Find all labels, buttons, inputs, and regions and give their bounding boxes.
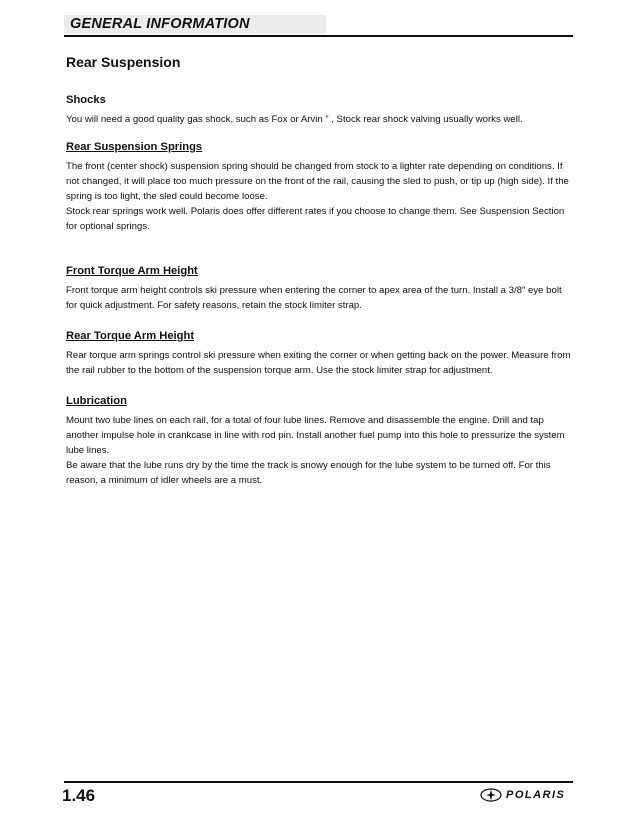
polaris-star-icon xyxy=(480,788,502,802)
paragraph: You will need a good quality gas shock, such as Fox or Arvin ” , Stock rear shock valving usually works well. xyxy=(66,114,523,125)
paragraph: Mount two lube lines on each rail, for a total of four lube lines. Remove and disassemble the engine. Drill and tap another impulse hole in crankcase in line with rod pin. Install another fuel pump into this hole to pressurize the system lube lines. xyxy=(66,415,565,456)
paragraph: The front (center shock) suspension spring should be changed from stock to a lighter rate depending on conditions. If not changed, it will place too much pressure on the front of the rail, causing the sled to push, or tip up (high side). If the spring is too light, the sled could become loose. xyxy=(66,161,569,202)
page-title: Rear Suspension xyxy=(66,54,181,70)
paragraph: Stock rear springs work well. Polaris does offer different rates if you choose to change them. See Suspension Section for optional springs. xyxy=(66,206,565,232)
section-front-torque-arm-height xyxy=(66,264,573,313)
section-heading-front-torque: Front Torque Arm Height xyxy=(66,265,198,277)
paragraph: Be aware that the lube runs dry by the time the track is snowy enough for the lube system to be turned off. For this reason, a minimum of idler wheels are a must. xyxy=(66,460,551,486)
page-number: 1.46 xyxy=(62,786,96,805)
section-heading-lubrication: Lubrication xyxy=(66,395,127,407)
brand-logo xyxy=(480,786,565,804)
footer-rule xyxy=(64,781,573,783)
section-lubrication xyxy=(66,394,573,488)
section-heading-springs: Rear Suspension Springs xyxy=(66,141,203,153)
section-rear-suspension-springs xyxy=(66,140,573,234)
page-content xyxy=(66,93,573,488)
paragraph: Rear torque arm springs control ski pressure when exiting the corner or when getting back on the power. Measure from the rail rubber to the bottom of the suspension torque arm. Use the stock limiter strap for adjustment. xyxy=(66,350,571,376)
running-header: GENERAL INFORMATION xyxy=(70,16,250,32)
section-rear-torque-arm-height xyxy=(66,329,573,378)
section-heading-rear-torque: Rear Torque Arm Height xyxy=(66,330,195,342)
brand-wordmark: POLARIS xyxy=(506,789,566,801)
section-heading-shocks: Shocks xyxy=(66,94,106,106)
section-shocks xyxy=(66,93,573,127)
paragraph: Front torque arm height controls ski pressure when entering the corner to apex area of the turn. Install a 3/8″ eye bolt for quick adjustment. For safety reasons, retain the stock limiter strap. xyxy=(66,285,562,311)
header-rule xyxy=(64,35,573,37)
